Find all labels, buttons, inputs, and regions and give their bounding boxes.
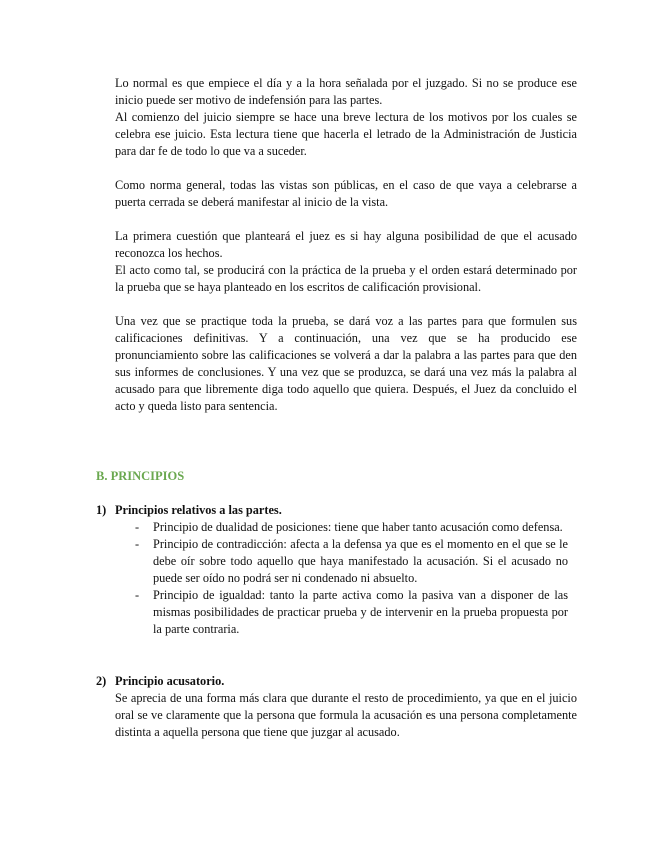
principle-number: 1): [96, 503, 107, 517]
bullet-item: [135, 519, 577, 536]
principle-item: [96, 502, 577, 638]
principle-heading: [96, 673, 577, 690]
dash-bullet-icon: -: [135, 588, 140, 602]
bullet-text: Principio de igualdad: tanto la parte activa como la pasiva van a disponer de las mismas posibilidades de practicar prueba y de intervenir en la prueba propuesta por la parte contraria.: [153, 588, 568, 636]
paragraph-conclusions: Una vez que se practique toda la prueba, se dará voz a las partes para que formulen sus calificaciones definitivas. Y a continuación, una vez que se ha producido ese pronunciamiento sobre las calificaciones se volverá a dar la palabra a las partes para que den sus informes de conclusiones. Y una vez que se produzca, se dará una vez más la palabra al acusado para que libremente diga todo aquello que quiera. Después, el Juez da concluido el acto y queda listo para sentencia.: [115, 314, 577, 413]
paragraph-evidence-order: El acto como tal, se producirá con la práctica de la prueba y el orden estará determinado por la prueba que se haya planteado en los escritos de calificación provisional.: [115, 263, 577, 294]
dash-bullet-icon: -: [135, 537, 140, 551]
paragraph-first-question: La primera cuestión que planteará el juez es si hay alguna posibilidad de que el acusado reconozca los hechos.: [115, 229, 577, 260]
principle-title: Principios relativos a las partes.: [115, 503, 282, 517]
bullet-text: Principio de dualidad de posiciones: tiene que haber tanto acusación como defensa.: [153, 520, 563, 534]
paragraph-start-of-trial: Lo normal es que empiece el día y a la hora señalada por el juzgado. Si no se produce ese inicio puede ser motivo de indefensión para las partes.: [115, 76, 577, 107]
bullet-text: Principio de contradicción: afecta a la defensa ya que es el momento en el que se le debe oír sobre todo aquello que haya manifestado la acusación. Si el acusado no puede ser oído no podrá ser ni condenado ni absuelto.: [153, 537, 568, 585]
principle-number: 2): [96, 674, 107, 688]
principle-heading: [96, 502, 577, 519]
section-heading: [96, 468, 184, 485]
dash-bullet-icon: -: [135, 520, 140, 534]
principle-bullet-list: [96, 519, 577, 638]
intro-text-block: [115, 75, 577, 415]
principle-item: [96, 673, 577, 741]
bullet-item: [135, 587, 577, 638]
principle-body-text: Se aprecia de una forma más clara que durante el resto de procedimiento, ya que en el juicio oral se ve claramente que la persona que formula la acusación es una persona completamente distinta a aquella persona que tiene que juzgar al acusado.: [115, 691, 577, 739]
principle-title: Principio acusatorio.: [115, 674, 225, 688]
section-title: PRINCIPIOS: [110, 469, 185, 483]
bullet-item: [135, 536, 577, 587]
section-letter: B.: [96, 469, 108, 483]
paragraph-opening-reading: Al comienzo del juicio siempre se hace una breve lectura de los motivos por los cuales se celebra ese juicio. Esta lectura tiene que hacerla el letrado de la Administración de Justicia para dar fe de todo lo que va a suceder.: [115, 110, 577, 158]
paragraph-public-hearings: Como norma general, todas las vistas son públicas, en el caso de que vaya a celebrarse a puerta cerrada se deberá manifestar al inicio de la vista.: [115, 178, 577, 209]
